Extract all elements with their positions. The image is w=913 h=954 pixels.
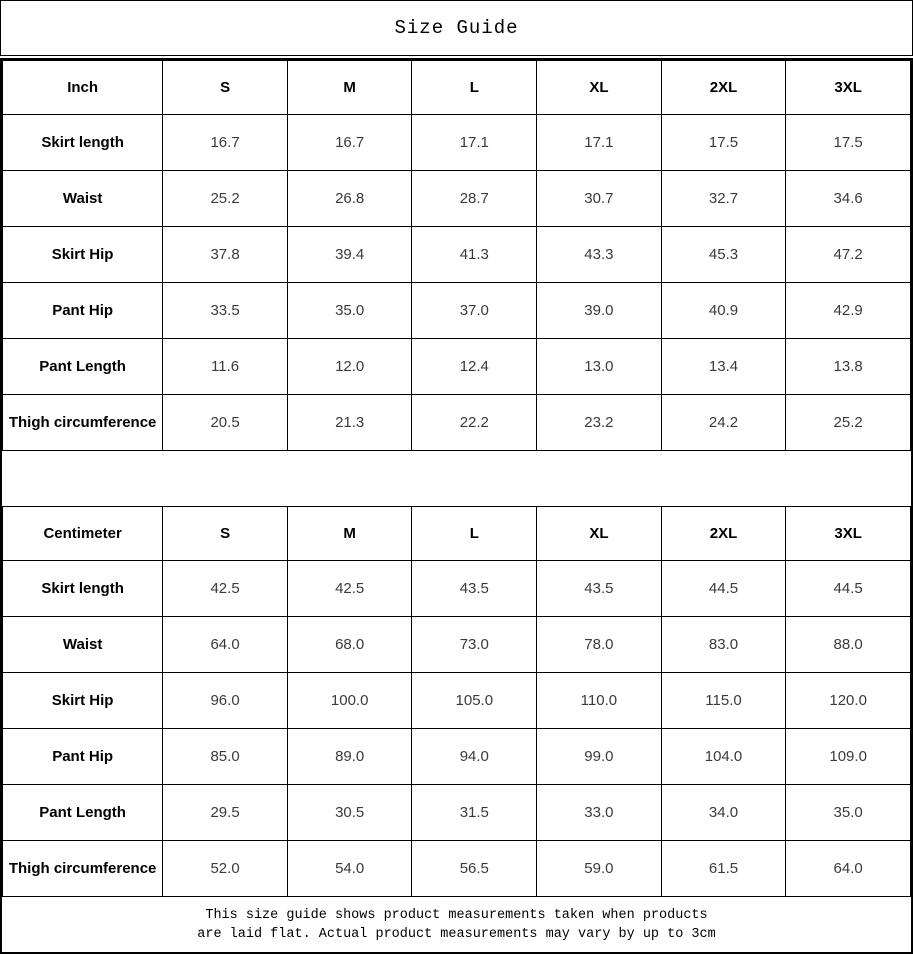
measurement-label: Skirt length <box>3 561 163 617</box>
table-spacer <box>2 451 911 506</box>
measurement-value: 13.0 <box>537 339 662 395</box>
measurement-value: 35.0 <box>287 283 412 339</box>
measurement-value: 29.5 <box>163 785 288 841</box>
unit-header-centimeter: Centimeter <box>3 507 163 561</box>
measurement-value: 17.1 <box>412 115 537 171</box>
header-row <box>3 61 911 115</box>
table-row <box>3 395 911 451</box>
table-row <box>3 227 911 283</box>
table-row <box>3 673 911 729</box>
measurement-value: 43.3 <box>537 227 662 283</box>
measurement-value: 25.2 <box>786 395 911 451</box>
table-row <box>3 339 911 395</box>
measurement-value: 25.2 <box>163 171 288 227</box>
measurement-value: 16.7 <box>163 115 288 171</box>
page-title: Size Guide <box>394 17 519 39</box>
measurement-label: Pant Hip <box>3 283 163 339</box>
measurement-value: 42.5 <box>163 561 288 617</box>
size-header-xl: XL <box>537 507 662 561</box>
table-row <box>3 617 911 673</box>
measurement-value: 73.0 <box>412 617 537 673</box>
measurement-value: 110.0 <box>537 673 662 729</box>
measurement-value: 64.0 <box>786 841 911 897</box>
size-header-xl: XL <box>537 61 662 115</box>
size-header-3xl: 3XL <box>786 507 911 561</box>
measurement-value: 28.7 <box>412 171 537 227</box>
measurement-value: 78.0 <box>537 617 662 673</box>
centimeter-size-table-wrap <box>2 506 911 897</box>
measurement-value: 99.0 <box>537 729 662 785</box>
measurement-label: Thigh circumference <box>3 395 163 451</box>
measurement-value: 30.5 <box>287 785 412 841</box>
size-guide-note <box>2 897 911 952</box>
measurement-value: 56.5 <box>412 841 537 897</box>
size-header-l: L <box>412 61 537 115</box>
centimeter-size-table <box>2 506 911 897</box>
size-header-s: S <box>163 507 288 561</box>
table-row <box>3 115 911 171</box>
measurement-value: 39.0 <box>537 283 662 339</box>
measurement-value: 37.8 <box>163 227 288 283</box>
table-row <box>3 729 911 785</box>
measurement-label: Pant Hip <box>3 729 163 785</box>
measurement-value: 26.8 <box>287 171 412 227</box>
measurement-value: 43.5 <box>412 561 537 617</box>
measurement-value: 20.5 <box>163 395 288 451</box>
measurement-value: 17.1 <box>537 115 662 171</box>
measurement-value: 54.0 <box>287 841 412 897</box>
measurement-value: 12.4 <box>412 339 537 395</box>
measurement-value: 85.0 <box>163 729 288 785</box>
measurement-value: 47.2 <box>786 227 911 283</box>
measurement-value: 33.0 <box>537 785 662 841</box>
measurement-value: 44.5 <box>786 561 911 617</box>
measurement-label: Waist <box>3 617 163 673</box>
table-row <box>3 561 911 617</box>
measurement-value: 45.3 <box>661 227 786 283</box>
table-row <box>3 841 911 897</box>
measurement-value: 34.6 <box>786 171 911 227</box>
measurement-value: 44.5 <box>661 561 786 617</box>
unit-header-inch: Inch <box>3 61 163 115</box>
measurement-value: 35.0 <box>786 785 911 841</box>
measurement-value: 96.0 <box>163 673 288 729</box>
measurement-value: 104.0 <box>661 729 786 785</box>
measurement-value: 13.8 <box>786 339 911 395</box>
measurement-value: 109.0 <box>786 729 911 785</box>
measurement-value: 23.2 <box>537 395 662 451</box>
size-header-2xl: 2XL <box>661 507 786 561</box>
measurement-value: 115.0 <box>661 673 786 729</box>
measurement-label: Skirt Hip <box>3 227 163 283</box>
measurement-value: 12.0 <box>287 339 412 395</box>
inch-size-table <box>2 60 911 451</box>
measurement-value: 33.5 <box>163 283 288 339</box>
measurement-label: Pant Length <box>3 785 163 841</box>
measurement-value: 30.7 <box>537 171 662 227</box>
measurement-value: 40.9 <box>661 283 786 339</box>
measurement-label: Skirt length <box>3 115 163 171</box>
measurement-value: 68.0 <box>287 617 412 673</box>
measurement-value: 43.5 <box>537 561 662 617</box>
size-header-l: L <box>412 507 537 561</box>
measurement-value: 41.3 <box>412 227 537 283</box>
size-header-s: S <box>163 61 288 115</box>
table-row <box>3 171 911 227</box>
size-header-m: M <box>287 507 412 561</box>
size-header-3xl: 3XL <box>786 61 911 115</box>
size-header-m: M <box>287 61 412 115</box>
measurement-value: 22.2 <box>412 395 537 451</box>
inch-size-table-wrap <box>2 60 911 451</box>
measurement-value: 34.0 <box>661 785 786 841</box>
measurement-value: 42.9 <box>786 283 911 339</box>
measurement-value: 37.0 <box>412 283 537 339</box>
measurement-label: Waist <box>3 171 163 227</box>
measurement-value: 61.5 <box>661 841 786 897</box>
measurement-label: Skirt Hip <box>3 673 163 729</box>
measurement-value: 59.0 <box>537 841 662 897</box>
measurement-value: 21.3 <box>287 395 412 451</box>
measurement-value: 13.4 <box>661 339 786 395</box>
measurement-value: 89.0 <box>287 729 412 785</box>
size-guide-tables-container <box>0 58 913 954</box>
measurement-value: 32.7 <box>661 171 786 227</box>
note-line-2: are laid flat. Actual product measurements may vary by up to 3cm <box>197 926 716 942</box>
measurement-value: 88.0 <box>786 617 911 673</box>
measurement-value: 105.0 <box>412 673 537 729</box>
header-row <box>3 507 911 561</box>
measurement-value: 31.5 <box>412 785 537 841</box>
measurement-value: 83.0 <box>661 617 786 673</box>
note-line-1: This size guide shows product measurements taken when products <box>205 907 708 923</box>
measurement-value: 64.0 <box>163 617 288 673</box>
measurement-value: 17.5 <box>786 115 911 171</box>
measurement-label: Pant Length <box>3 339 163 395</box>
measurement-value: 94.0 <box>412 729 537 785</box>
measurement-value: 39.4 <box>287 227 412 283</box>
measurement-value: 42.5 <box>287 561 412 617</box>
measurement-value: 17.5 <box>661 115 786 171</box>
measurement-value: 16.7 <box>287 115 412 171</box>
table-row <box>3 785 911 841</box>
table-row <box>3 283 911 339</box>
measurement-value: 11.6 <box>163 339 288 395</box>
measurement-value: 52.0 <box>163 841 288 897</box>
measurement-value: 120.0 <box>786 673 911 729</box>
size-guide-title-box <box>0 0 913 56</box>
measurement-value: 24.2 <box>661 395 786 451</box>
measurement-label: Thigh circumference <box>3 841 163 897</box>
size-header-2xl: 2XL <box>661 61 786 115</box>
measurement-value: 100.0 <box>287 673 412 729</box>
